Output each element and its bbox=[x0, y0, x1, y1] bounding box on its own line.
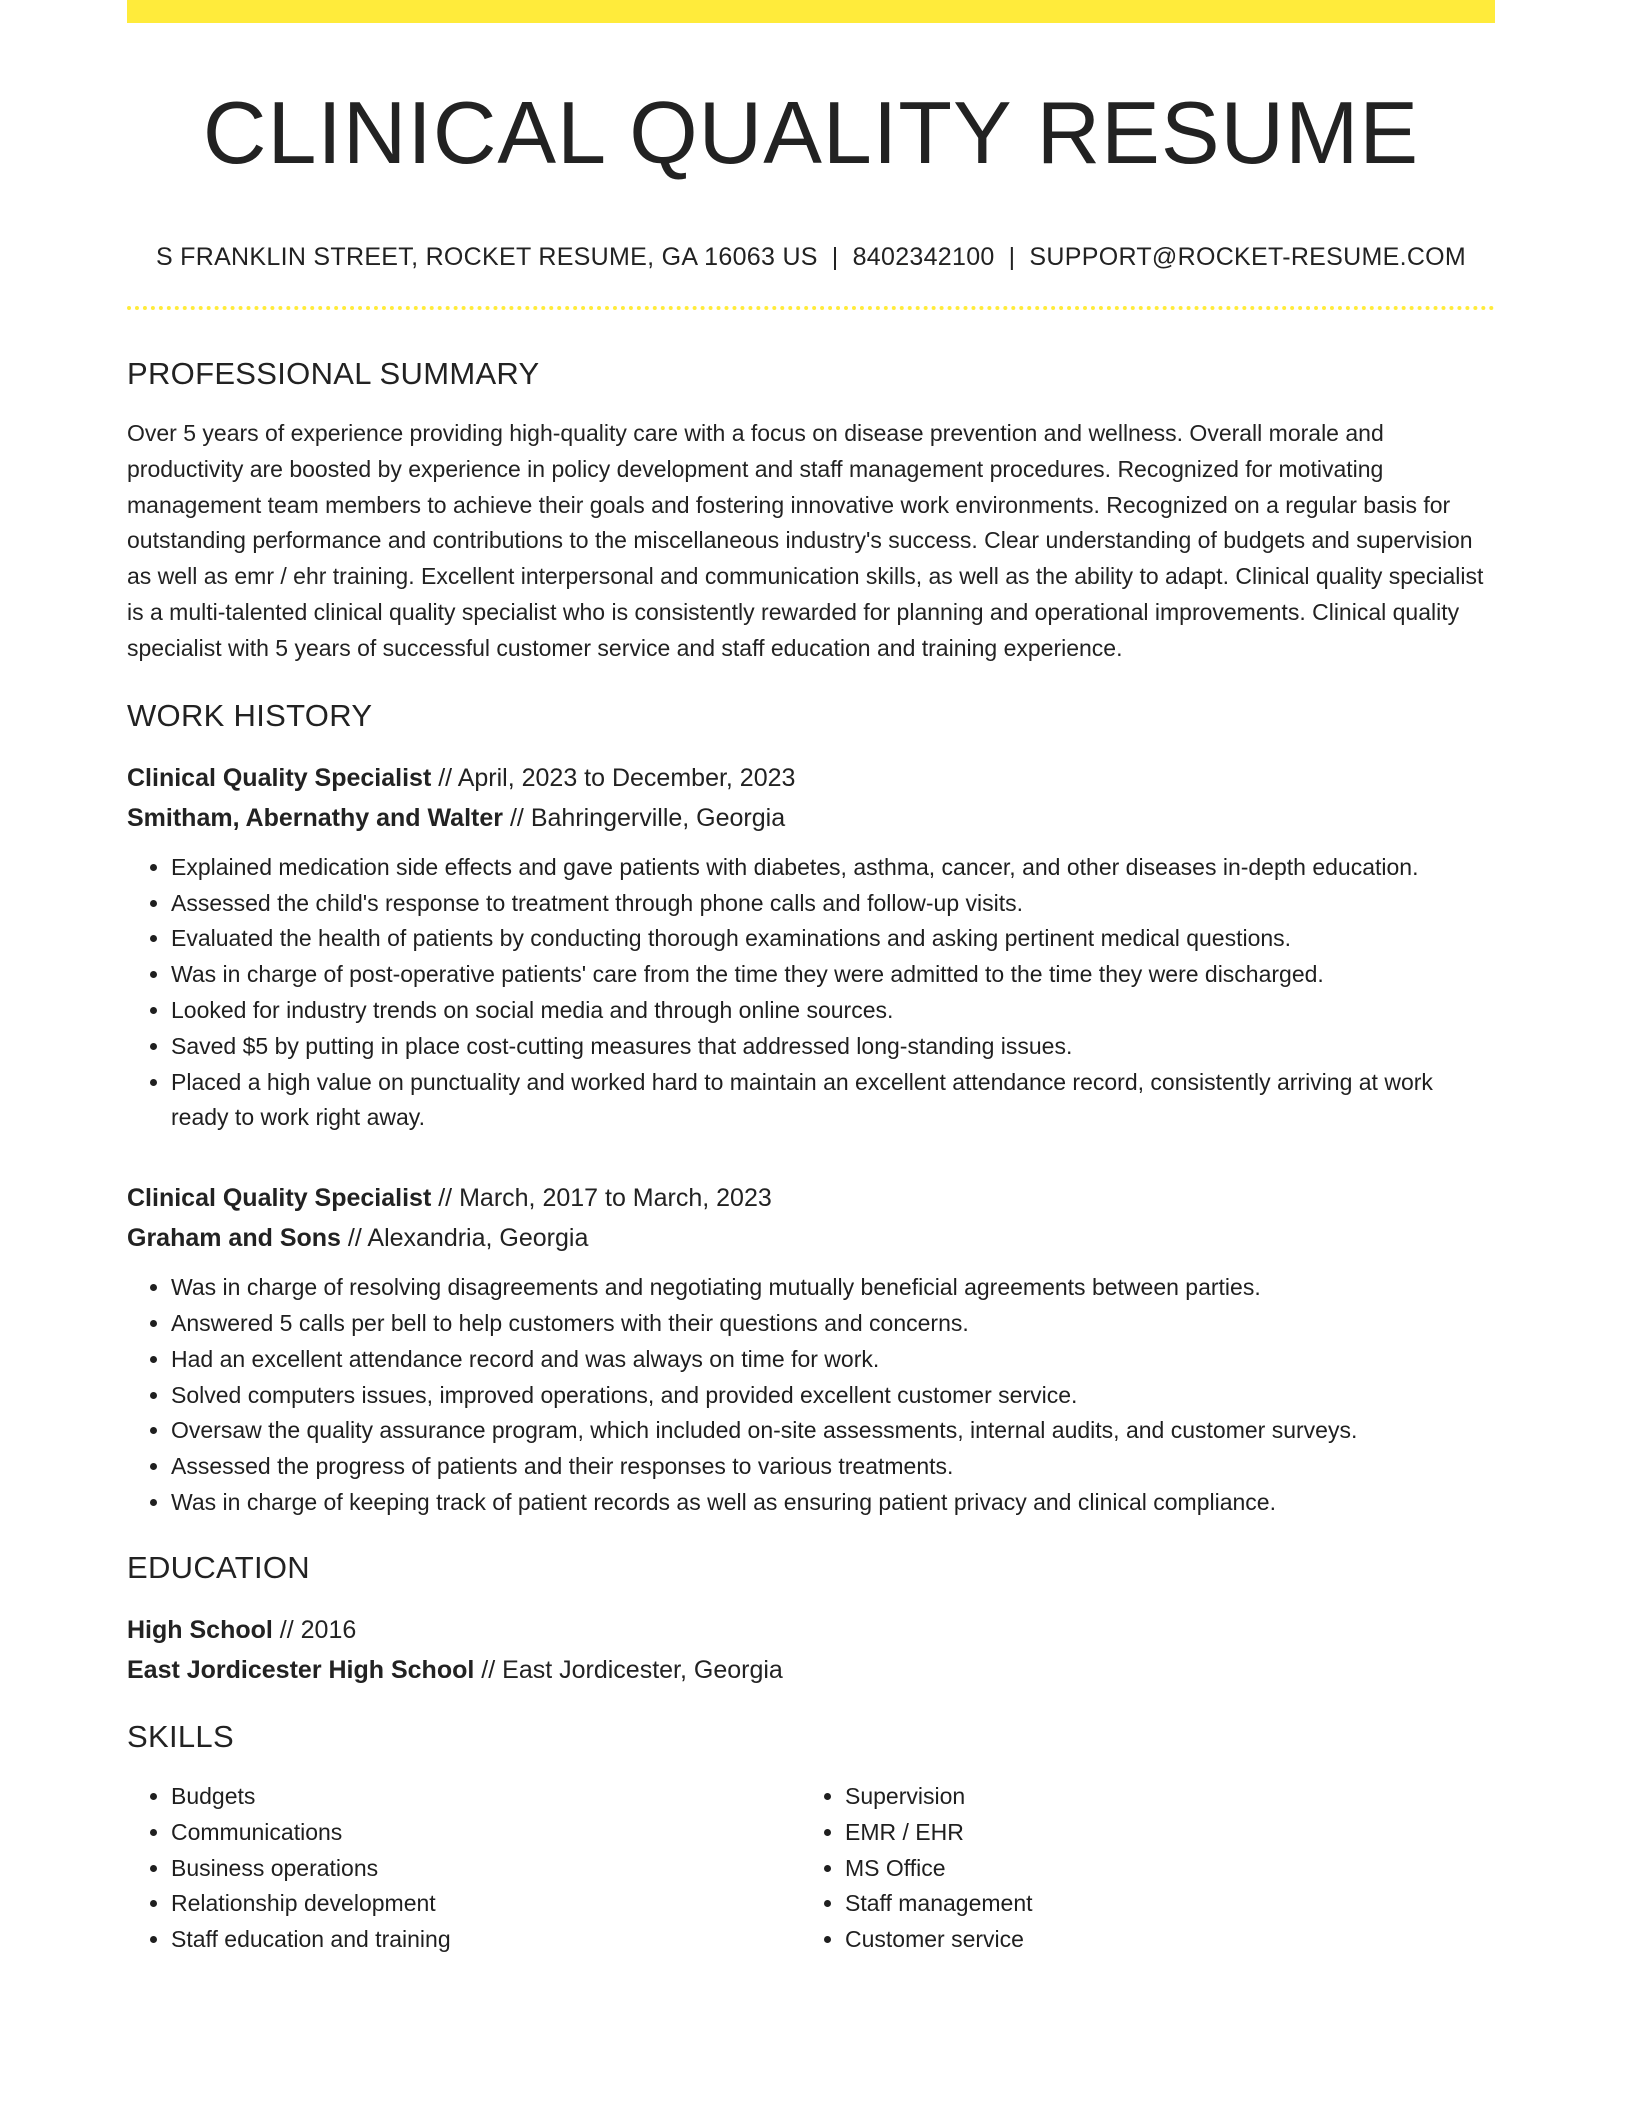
skill-item: • Business operations bbox=[171, 1851, 801, 1887]
job-location: Bahringerville, Georgia bbox=[530, 803, 786, 832]
separator: // bbox=[347, 1224, 362, 1253]
skill-item: • MS Office bbox=[845, 1851, 1475, 1887]
job-company-line bbox=[127, 798, 1495, 838]
job-location: Alexandria, Georgia bbox=[367, 1224, 589, 1253]
list-item: • Was in charge of post-operative patients' care from the time they were admitted to the time they were discharged. bbox=[171, 957, 1495, 993]
list-item: • Looked for industry trends on social media and through online sources. bbox=[171, 993, 1495, 1029]
job-bullet-list bbox=[127, 1270, 1495, 1521]
list-item: • Had an excellent attendance record and was always on time for work. bbox=[171, 1342, 1495, 1378]
job-role-line bbox=[127, 758, 1495, 798]
education-entry bbox=[127, 1610, 1495, 1690]
skills-heading: SKILLS bbox=[127, 1718, 234, 1754]
education-heading: EDUCATION bbox=[127, 1549, 310, 1585]
contact-phone: 8402342100 bbox=[852, 242, 995, 271]
top-accent-bar bbox=[127, 0, 1495, 23]
contact-line bbox=[127, 242, 1495, 272]
job-dates: April, 2023 to December, 2023 bbox=[457, 763, 796, 792]
separator: // bbox=[438, 763, 453, 792]
list-item: • Evaluated the health of patients by conducting thorough examinations and asking pertinent medical questions. bbox=[171, 921, 1495, 957]
summary-heading: PROFESSIONAL SUMMARY bbox=[127, 355, 540, 391]
list-item: • Saved $5 by putting in place cost-cutting measures that addressed long-standing issues. bbox=[171, 1029, 1495, 1065]
contact-email: SUPPORT@ROCKET-RESUME.COM bbox=[1029, 242, 1467, 271]
header-divider bbox=[127, 306, 1495, 310]
resume-title: CLINICAL QUALITY RESUME bbox=[202, 83, 1420, 182]
separator: // bbox=[438, 1184, 453, 1213]
job-company: Smitham, Abernathy and Walter bbox=[127, 803, 503, 832]
job-role: Clinical Quality Specialist bbox=[127, 1184, 432, 1213]
skills-grid bbox=[127, 1779, 1495, 1958]
contact-separator: | bbox=[831, 242, 839, 271]
education-degree: High School bbox=[127, 1615, 273, 1644]
skill-item: • Staff education and training bbox=[171, 1922, 801, 1958]
work-history-heading: WORK HISTORY bbox=[127, 697, 373, 733]
job-header bbox=[127, 758, 1495, 838]
list-item: • Placed a high value on punctuality and worked hard to maintain an excellent attendance record, consistently arriving at work ready to work right away. bbox=[171, 1065, 1495, 1137]
separator: // bbox=[481, 1655, 496, 1684]
skill-item: • Customer service bbox=[845, 1922, 1475, 1958]
separator: // bbox=[279, 1615, 294, 1644]
education-year: 2016 bbox=[300, 1615, 357, 1644]
skills-column bbox=[127, 1779, 801, 1958]
summary-text: Over 5 years of experience providing high-quality care with a focus on disease prevention and wellness. Overall morale and productivity are boosted by experience in policy development and staff management procedures. Recognized for motivating management team members to achieve their goals and fostering innovative work environments. Recognized on a regular basis for outstanding performance and contributions to the miscellaneous industry's success. Clear understanding of budgets and supervision as well as emr / ehr training. Excellent interpersonal and communication skills, as well as the ability to adapt. Clinical quality specialist is a multi-talented clinical quality specialist who is consistently rewarded for planning and operational improvements. Clinical quality specialist with 5 years of successful customer service and staff education and training experience. bbox=[127, 419, 1484, 661]
resume-page bbox=[127, 0, 1495, 1958]
skill-item: • Staff management bbox=[845, 1886, 1475, 1922]
contact-separator: | bbox=[1008, 242, 1016, 271]
list-item: • Assessed the child's response to treatment through phone calls and follow-up visits. bbox=[171, 886, 1495, 922]
contact-address: S FRANKLIN STREET, ROCKET RESUME, GA 16063 US bbox=[155, 242, 818, 271]
list-item: • Oversaw the quality assurance program, which included on-site assessments, internal audits, and customer surveys. bbox=[171, 1413, 1495, 1449]
job-header bbox=[127, 1178, 1495, 1258]
job-role: Clinical Quality Specialist bbox=[127, 763, 432, 792]
education-school: East Jordicester High School bbox=[127, 1655, 475, 1684]
education-location: East Jordicester, Georgia bbox=[502, 1655, 783, 1684]
skill-item: • Relationship development bbox=[171, 1886, 801, 1922]
job-company: Graham and Sons bbox=[127, 1224, 341, 1253]
job-dates: March, 2017 to March, 2023 bbox=[459, 1184, 772, 1213]
skill-item: • EMR / EHR bbox=[845, 1815, 1475, 1851]
separator: // bbox=[509, 803, 524, 832]
skills-column bbox=[801, 1779, 1475, 1958]
skill-item: • Communications bbox=[171, 1815, 801, 1851]
skills-list bbox=[801, 1779, 1475, 1958]
education-school-line bbox=[127, 1650, 1495, 1690]
skill-item: • Supervision bbox=[845, 1779, 1475, 1815]
education-degree-line bbox=[127, 1610, 1495, 1650]
job-bullet-list bbox=[127, 850, 1495, 1136]
list-item: • Answered 5 calls per bell to help customers with their questions and concerns. bbox=[171, 1306, 1495, 1342]
job-role-line bbox=[127, 1178, 1495, 1218]
list-item: • Was in charge of keeping track of patient records as well as ensuring patient privacy and clinical compliance. bbox=[171, 1485, 1495, 1521]
job-company-line bbox=[127, 1218, 1495, 1258]
skill-item: • Budgets bbox=[171, 1779, 801, 1815]
list-item: • Assessed the progress of patients and their responses to various treatments. bbox=[171, 1449, 1495, 1485]
list-item: • Was in charge of resolving disagreements and negotiating mutually beneficial agreements between parties. bbox=[171, 1270, 1495, 1306]
skills-list bbox=[127, 1779, 801, 1958]
list-item: • Explained medication side effects and gave patients with diabetes, asthma, cancer, and other diseases in-depth education. bbox=[171, 850, 1495, 886]
list-item: • Solved computers issues, improved operations, and provided excellent customer service. bbox=[171, 1378, 1495, 1414]
